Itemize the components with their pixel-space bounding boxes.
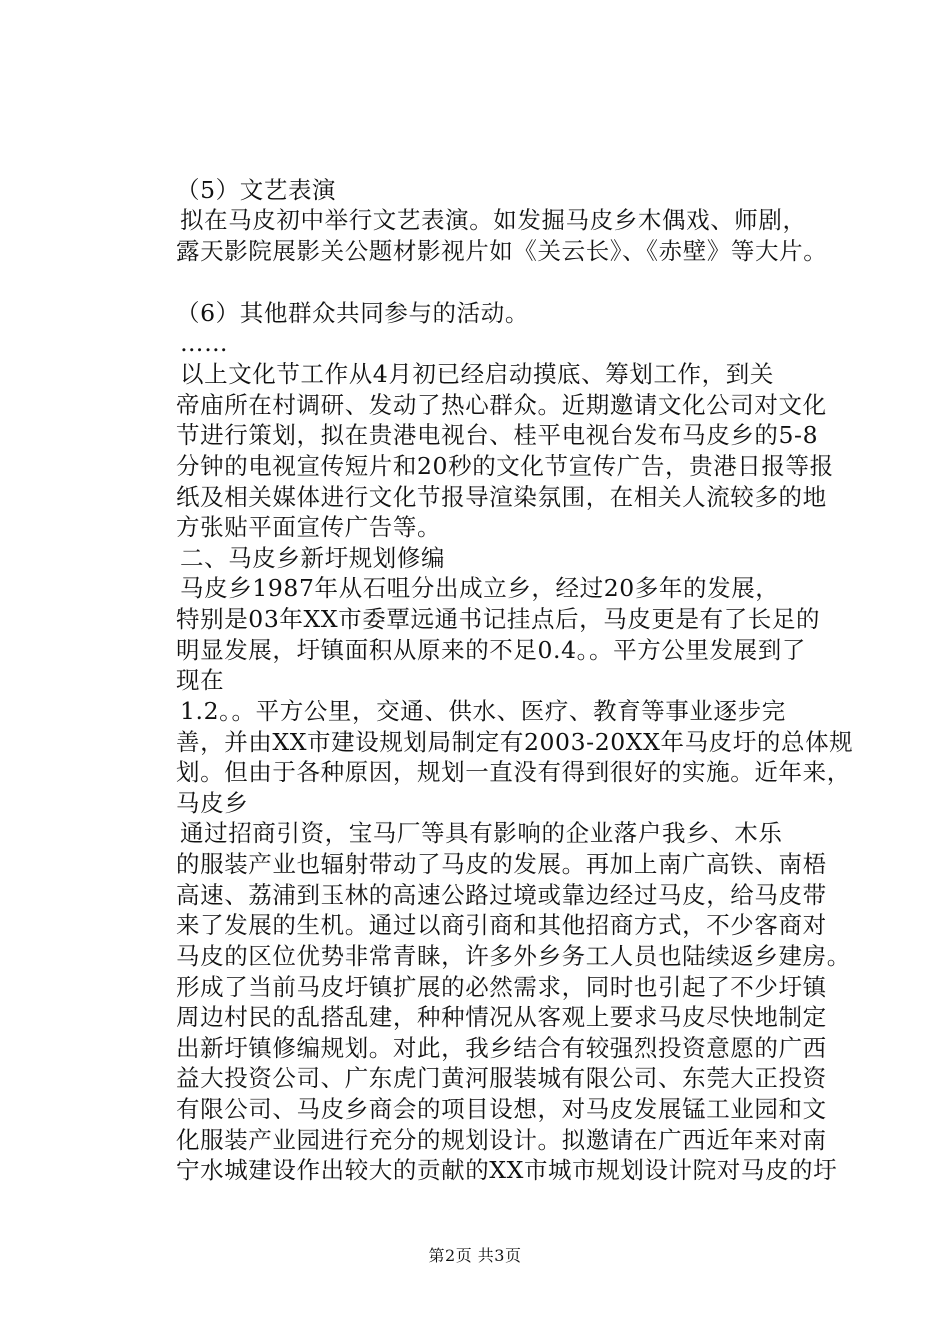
paragraph-line: 分钟的电视宣传短片和20秒的文化节宣传广告，贵港日报等报 <box>176 452 834 480</box>
paragraph-line: 帝庙所在村调研、发动了热心群众。近期邀请文化公司对文化 <box>176 391 827 419</box>
paragraph-line: 马皮乡 <box>176 789 249 817</box>
section-heading: 二、马皮乡新圩规划修编 <box>180 544 446 572</box>
heading-other-activities: （6）其他群众共同参与的活动。 <box>176 299 529 327</box>
heading-art-performance: （5）文艺表演 <box>176 176 337 204</box>
paragraph-line: 露天影院展影关公题材影视片如《关云长》、《赤壁》等大片。 <box>176 237 828 265</box>
paragraph-line: 益大投资公司、广东虎门黄河服装城有限公司、东莞大正投资 <box>176 1064 827 1092</box>
paragraph-line: 化服装产业园进行充分的规划设计。拟邀请在广西近年来对南 <box>176 1126 827 1154</box>
paragraph-line: 出新圩镇修编规划。对此，我乡结合有较强烈投资意愿的广西 <box>176 1034 827 1062</box>
paragraph-line: 来了发展的生机。通过以商引商和其他招商方式，不少客商对 <box>176 911 827 939</box>
paragraph-line: 现在 <box>176 666 225 694</box>
paragraph-line: 马皮乡1987年从石咀分出成立乡，经过20多年的发展， <box>180 574 780 602</box>
paragraph-line: 划。但由于各种原因，规划一直没有得到很好的实施。近年来， <box>176 758 851 786</box>
paragraph-line: 宁水城建设作出较大的贡献的XX市城市规划设计院对马皮的圩 <box>176 1156 838 1184</box>
paragraph-line: 拟在马皮初中举行文艺表演。如发掘马皮乡木偶戏、师剧， <box>180 206 807 234</box>
paragraph-line: 1.2。。平方公里，交通、供水、医疗、教育等事业逐步完 <box>180 697 786 725</box>
page-number-footer: 第2页 共3页 <box>428 1246 522 1265</box>
paragraph-line: 以上文化节工作从4月初已经启动摸底、筹划工作，到关 <box>180 360 774 388</box>
ellipsis-line: …… <box>180 329 229 357</box>
paragraph-line: 明显发展，圩镇面积从原来的不足0.4。。平方公里发展到了 <box>176 636 806 664</box>
paragraph-line: 通过招商引资，宝马厂等具有影响的企业落户我乡、木乐 <box>180 819 783 847</box>
paragraph-line: 特别是03年XX市委覃远通书记挂点后，马皮更是有了长足的 <box>176 605 821 633</box>
paragraph-line: 的服装产业也辐射带动了马皮的发展。再加上南广高铁、南梧 <box>176 850 827 878</box>
paragraph-line: 纸及相关媒体进行文化节报导渲染氛围，在相关人流较多的地 <box>176 483 827 511</box>
paragraph-line: 高速、荔浦到玉林的高速公路过境或靠边经过马皮，给马皮带 <box>176 881 827 909</box>
paragraph-line: 方张贴平面宣传广告等。 <box>176 513 442 541</box>
paragraph-line: 周边村民的乱搭乱建，种种情况从客观上要求马皮尽快地制定 <box>176 1003 827 1031</box>
paragraph-line: 有限公司、马皮乡商会的项目设想，对马皮发展锰工业园和文 <box>176 1095 827 1123</box>
paragraph-line: 节进行策划，拟在贵港电视台、桂平电视台发布马皮乡的5-8 <box>176 421 819 449</box>
paragraph-line: 善，并由XX市建设规划局制定有2003-20XX年马皮圩的总体规 <box>176 728 854 756</box>
paragraph-line: 形成了当前马皮圩镇扩展的必然需求，同时也引起了不少圩镇 <box>176 973 827 1001</box>
paragraph-line: 马皮的区位优势非常青睐，许多外乡务工人员也陆续返乡建房。 <box>176 942 851 970</box>
